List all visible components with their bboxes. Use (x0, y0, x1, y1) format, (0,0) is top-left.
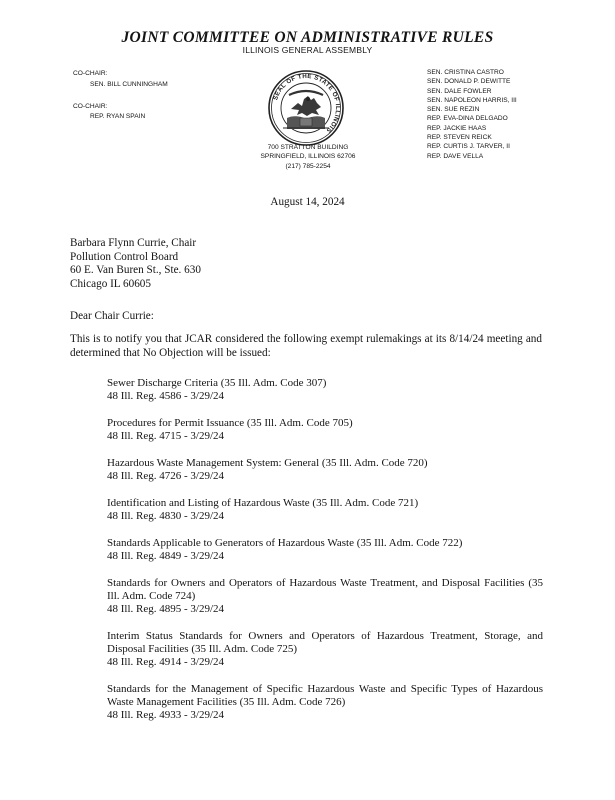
recipient-line: Chicago IL 60605 (70, 277, 151, 290)
member-name: REP. DAVE VELLA (427, 152, 484, 160)
rulemaking-item (107, 457, 543, 483)
rulemaking-item (107, 417, 543, 443)
address-line: SPRINGFIELD, ILLINOIS 62706 (260, 153, 356, 161)
member-name: REP. CURTIS J. TARVER, II (427, 143, 510, 151)
member-name: SEN. NAPOLEON HARRIS, III (427, 96, 517, 104)
rulemaking-item (107, 497, 543, 523)
member-name: REP. EVA-DINA DELGADO (427, 115, 508, 123)
member-name: SEN. SUE REZIN (427, 106, 480, 114)
co-chair-label: CO-CHAIR: (73, 103, 108, 110)
seal-ring-text: SEAL OF THE STATE OF ILLINOIS (272, 72, 342, 134)
member-name: REP. JACKIE HAAS (427, 124, 487, 132)
committee-title: JOINT COMMITTEE ON ADMINISTRATIVE RULES (121, 29, 494, 46)
register-citation: 48 Ill. Reg. 4933 - 3/29/24 (107, 709, 225, 721)
rulemaking-item (107, 577, 543, 616)
rulemaking-title: Procedures for Permit Issuance (35 Ill. Adm. Code 705) (107, 417, 353, 429)
rulemaking-item (107, 683, 543, 722)
intro-paragraph: This is to notify you that JCAR considered the following exempt rulemakings at its 8/14/24 meeting and determined that No Objection will be issued: (70, 333, 542, 359)
recipient-line: 60 E. Van Buren St., Ste. 630 (70, 264, 201, 276)
register-citation: 48 Ill. Reg. 4830 - 3/29/24 (107, 510, 225, 522)
member-name: SEN. DONALD P. DEWITTE (427, 78, 511, 86)
rulemaking-item (107, 630, 543, 669)
address-line: (217) 785-2254 (285, 162, 331, 170)
recipient-address (70, 237, 201, 291)
salutation: Dear Chair Currie: (70, 310, 154, 322)
co-chair-name: SEN. BILL CUNNINGHAM (90, 81, 168, 88)
rulemaking-title: Standards for Owners and Operators of Hazardous Waste Treatment, and Disposal Facilities (35 Ill. Adm. Code 724) (107, 577, 543, 602)
rulemaking-title: Standards for the Management of Specific Hazardous Waste and Specific Types of Hazardous Waste Management Facilities (35 Ill. Adm. Code 726) (107, 683, 543, 708)
state-seal-icon (267, 69, 345, 147)
recipient-line: Pollution Control Board (70, 250, 179, 263)
rulemaking-title: Sewer Discharge Criteria (35 Ill. Adm. Code 307) (107, 377, 327, 389)
register-citation: 48 Ill. Reg. 4849 - 3/29/24 (107, 550, 225, 562)
rulemakings-list (107, 377, 543, 722)
rulemaking-title: Interim Status Standards for Owners and Operators of Hazardous Treatment, Storage, and Disposal Facilities (35 Ill. Adm. Code 725) (107, 630, 543, 655)
address-line: 700 STRATTON BUILDING (267, 144, 349, 151)
committee-address (228, 143, 388, 171)
committee-members-list (427, 68, 517, 161)
rulemaking-title: Hazardous Waste Management System: General (35 Ill. Adm. Code 720) (107, 457, 428, 469)
rulemaking-item (107, 537, 543, 563)
co-chair-label: CO-CHAIR: (73, 70, 108, 77)
register-citation: 48 Ill. Reg. 4715 - 3/29/24 (107, 430, 225, 442)
register-citation: 48 Ill. Reg. 4895 - 3/29/24 (107, 603, 225, 615)
co-chair-name: REP. RYAN SPAIN (90, 113, 146, 120)
rulemaking-item (107, 377, 543, 403)
member-name: REP. STEVEN REICK (427, 134, 492, 142)
member-name: SEN. CRISTINA CASTRO (427, 69, 504, 76)
assembly-subtitle: ILLINOIS GENERAL ASSEMBLY (242, 45, 373, 55)
member-name: SEN. DALE FOWLER (427, 87, 492, 95)
letter-date: August 14, 2024 (270, 196, 345, 208)
recipient-line: Barbara Flynn Currie, Chair (70, 237, 197, 249)
register-citation: 48 Ill. Reg. 4914 - 3/29/24 (107, 656, 225, 668)
rulemaking-title: Standards Applicable to Generators of Hazardous Waste (35 Ill. Adm. Code 722) (107, 537, 463, 549)
rulemaking-title: Identification and Listing of Hazardous Waste (35 Ill. Adm. Code 721) (107, 497, 419, 509)
register-citation: 48 Ill. Reg. 4726 - 3/29/24 (107, 470, 225, 482)
register-citation: 48 Ill. Reg. 4586 - 3/29/24 (107, 390, 225, 402)
